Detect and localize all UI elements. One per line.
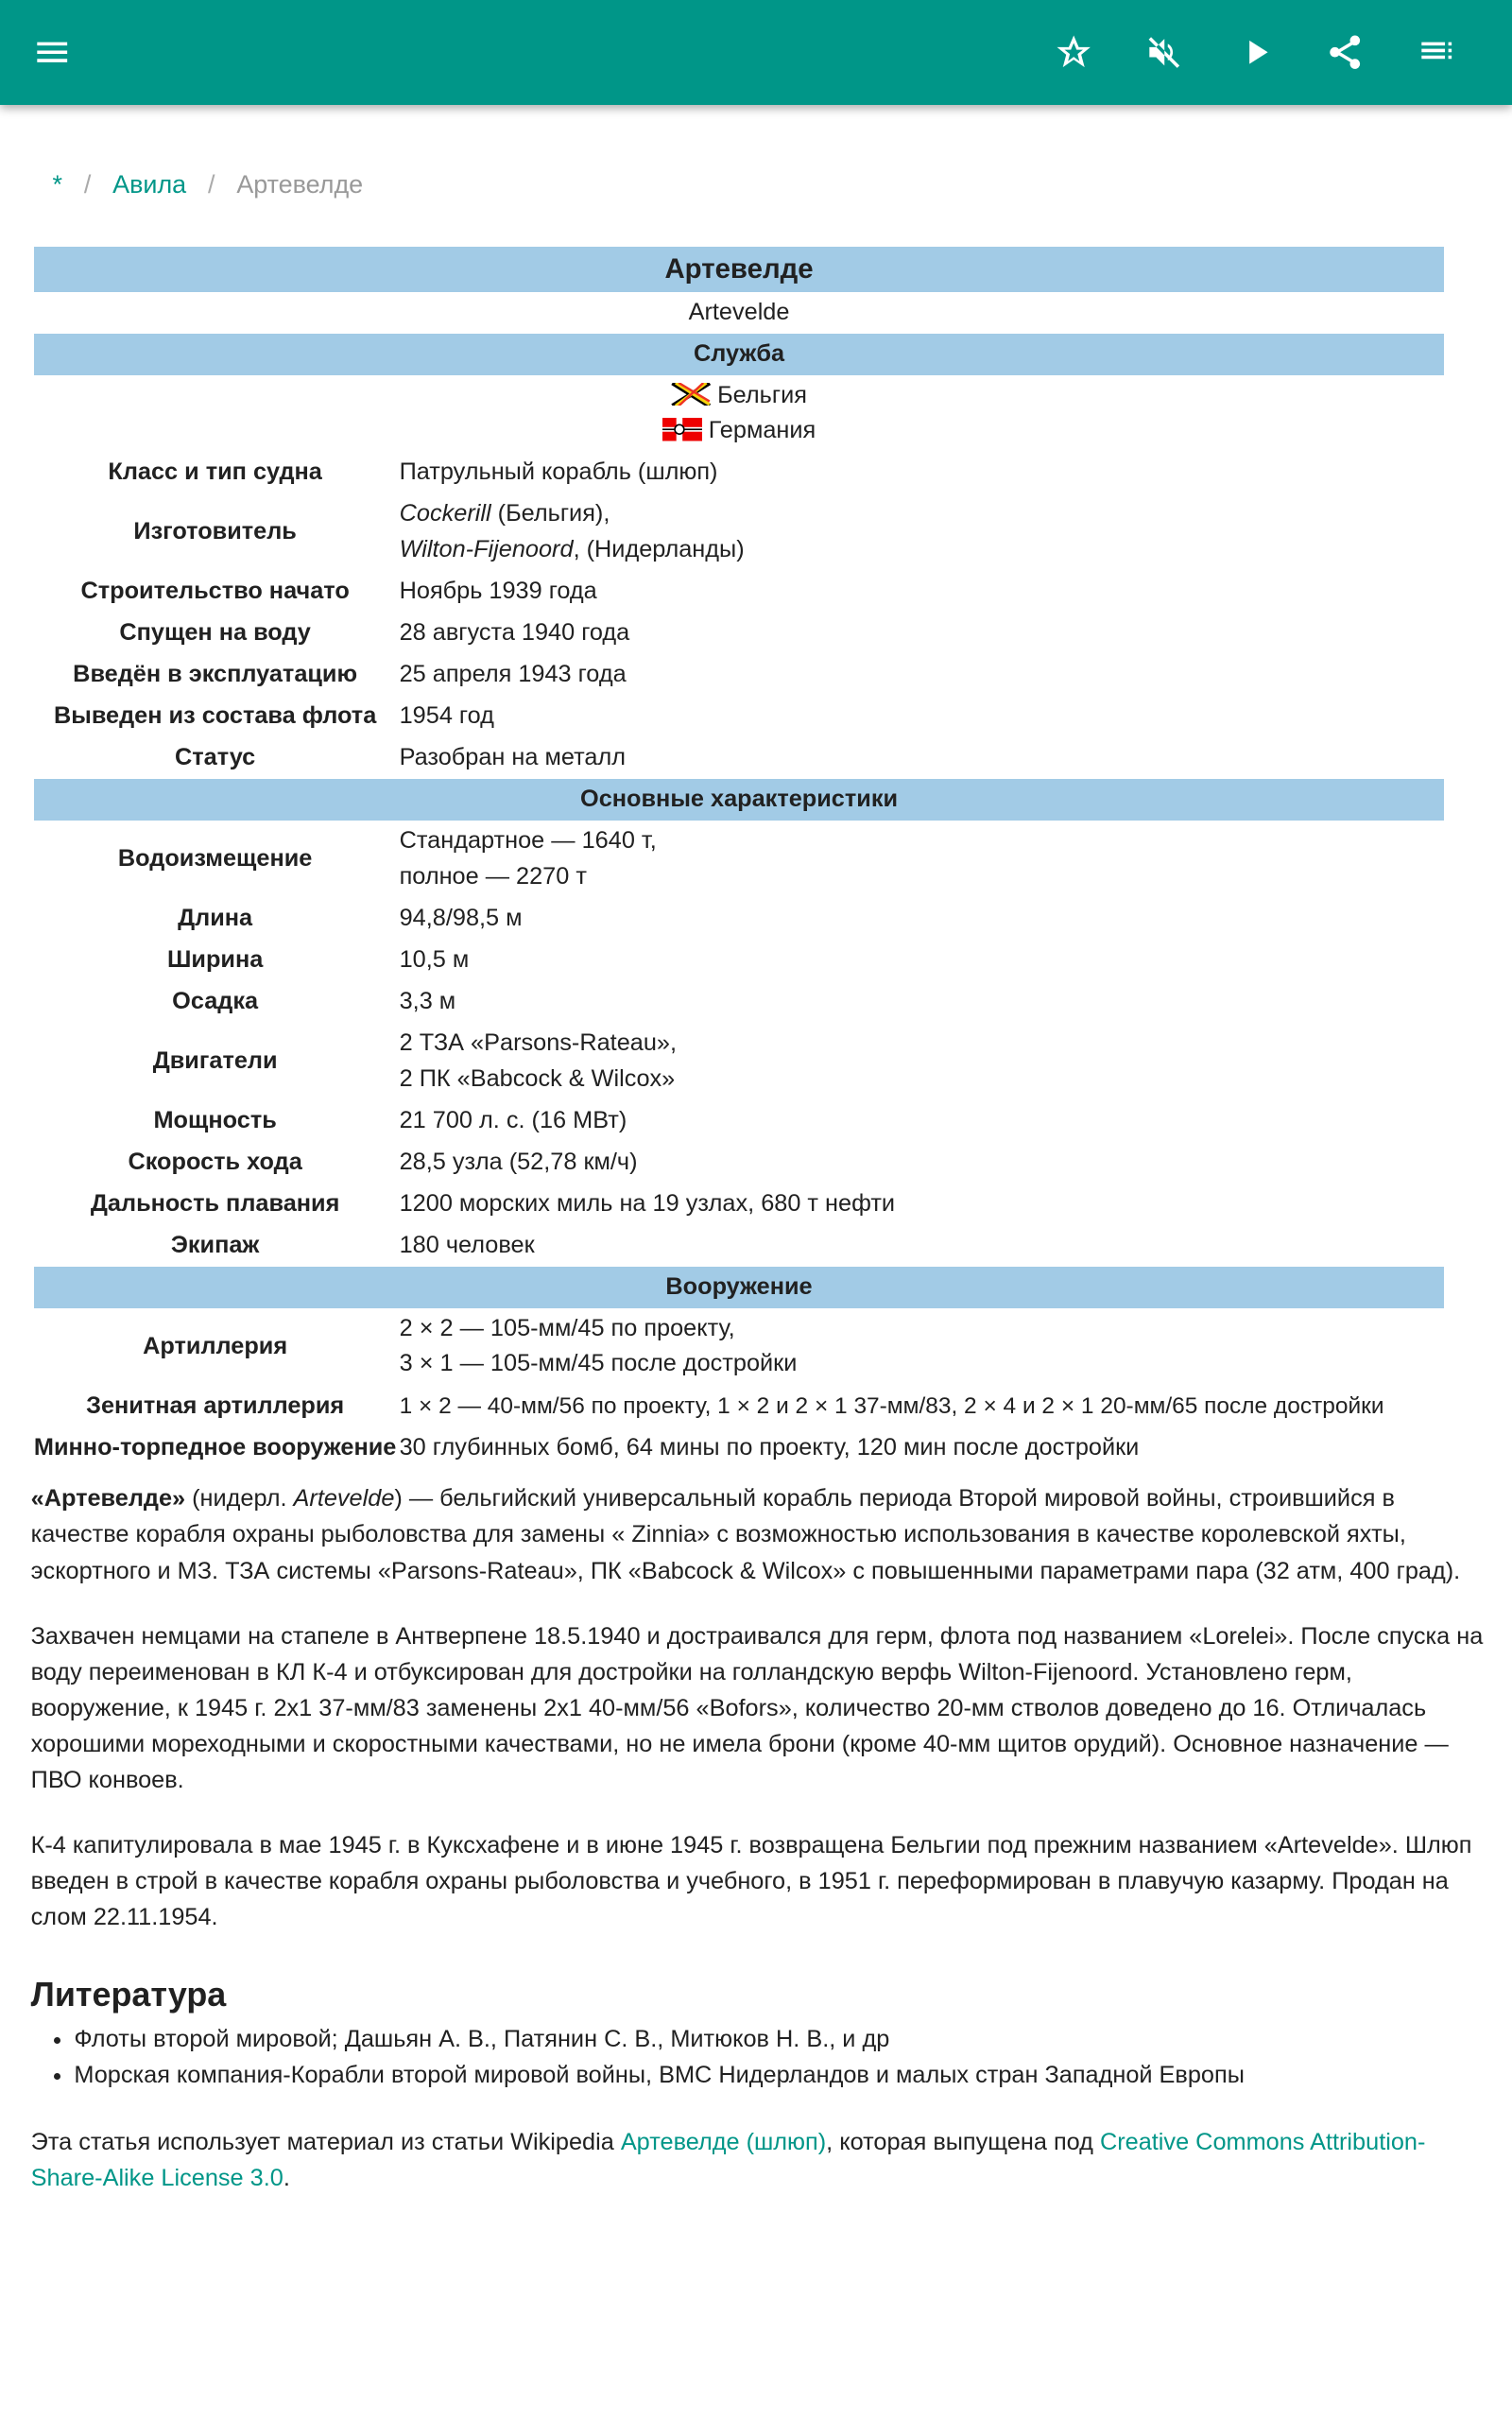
row-value: 28,5 узла (52,78 км/ч) [399, 1148, 638, 1175]
armament-header: Вооружение [34, 1267, 1444, 1308]
row-value: 10,5 м [399, 946, 470, 973]
text: ) — бельгийский универсальный корабль периода Второй мировой войны, строившийся в качестве корабля охраны рыболовства для замены « Zinnia» с возможностью использования в качестве королевской яхты, эскортного и МЗ. ТЗА системы «Parsons-Rateau», ПК «Babcock & Wilcox» с повышенными параметрами пара (32 атм, 400 град). [30, 1485, 1461, 1584]
infobox-row [34, 613, 1444, 654]
star-icon[interactable] [1052, 31, 1095, 75]
row-value: 28 августа 1940 года [399, 619, 630, 647]
infobox-row [34, 821, 1444, 898]
infobox-row [34, 1099, 1444, 1141]
breadcrumb-home[interactable]: * [52, 169, 62, 199]
row-label: Двигатели [152, 1046, 278, 1074]
row-value: 180 человек [399, 1231, 535, 1258]
text: Стандартное — 1640 т, [399, 827, 657, 855]
row-value: Ноябрь 1939 года [399, 578, 597, 605]
service-header: Служба [34, 334, 1444, 375]
row-value: 3,3 м [399, 988, 456, 1015]
text: полное — 2270 т [399, 862, 587, 890]
belgian-naval-flag-icon [671, 383, 711, 406]
row-value: 94,8/98,5 м [399, 904, 523, 931]
row-label: Водоизмещение [117, 845, 313, 873]
menu-icon[interactable] [31, 31, 75, 75]
row-value: Разобран на металл [399, 744, 627, 771]
row-label: Длина [178, 904, 253, 931]
infobox-row [34, 654, 1444, 696]
infobox-subtitle: Artevelde [688, 298, 790, 325]
literature-heading: Литература [30, 1975, 227, 2014]
row-value: 1 × 2 — 40-мм/56 по проекту, 1 × 2 и 2 × 1 37-мм/83, 2 × 4 и 2 × 1 20-мм/65 после достройки [399, 1392, 1384, 1419]
row-value: 1954 год [399, 702, 494, 730]
article-paragraph [31, 1480, 1489, 1588]
text: (нидерл. [185, 1485, 294, 1512]
row-label: Дальность плавания [90, 1189, 340, 1217]
row-value [396, 1023, 1444, 1100]
row-label: Осадка [172, 988, 259, 1015]
row-value: 25 апреля 1943 года [399, 661, 627, 688]
row-label: Артиллерия [143, 1332, 288, 1359]
infobox-row [34, 696, 1444, 737]
row-label: Зенитная артиллерия [86, 1392, 345, 1419]
article-subject: «Артевелде» [30, 1485, 186, 1512]
german-war-ensign-icon [662, 418, 702, 441]
row-label: Класс и тип судна [108, 458, 322, 486]
row-value: 30 глубинных бомб, 64 мины по проекту, 120 мин после достройки [399, 1433, 1140, 1461]
breadcrumb-current: Артевелде [236, 169, 364, 199]
wikipedia-article-link[interactable]: Артевелде (шлюп) [620, 2128, 827, 2155]
license-link[interactable]: Creative Commons Attribution-Share-Alike License 3.0 [30, 2128, 1426, 2191]
breadcrumb-item-avila[interactable]: Авила [112, 169, 187, 199]
row-label: Спущен на воду [119, 619, 311, 647]
text: Artevelde [293, 1485, 395, 1512]
infobox-row [34, 898, 1444, 940]
breadcrumb-separator: / [207, 169, 215, 199]
text: , которая выпущена под [826, 2128, 1100, 2155]
literature-list [0, 2021, 1512, 2093]
text: 2 ПК «Babcock & Wilcox» [399, 1064, 676, 1092]
infobox-row [34, 737, 1444, 779]
mute-icon[interactable] [1143, 31, 1187, 75]
play-icon[interactable] [1234, 31, 1278, 75]
infobox-row [34, 452, 1444, 493]
row-value: Патрульный корабль (шлюп) [399, 458, 718, 486]
text: , (Нидерланды) [573, 536, 745, 563]
infobox [34, 247, 1444, 1468]
specs-header: Основные характеристики [34, 779, 1444, 821]
list-item: • Морская компания-Корабли второй мировой войны, ВМС Нидерландов и малых стран Западной Европы [74, 2057, 1512, 2093]
list-item: • Флоты второй мировой; Дашьян А. В., Патянин С. В., Митюков Н. В., и др [74, 2021, 1512, 2057]
infobox-row [34, 1426, 1444, 1468]
row-label: Строительство начато [80, 578, 350, 605]
infobox-row [34, 1141, 1444, 1183]
row-value: 21 700 л. с. (16 МВт) [399, 1106, 627, 1133]
row-label: Скорость хода [128, 1148, 302, 1175]
row-label: Изготовитель [133, 518, 297, 545]
infobox-row [34, 1225, 1444, 1267]
infobox-row [34, 1184, 1444, 1225]
breadcrumb [0, 105, 1512, 213]
infobox-title: Артевелде [34, 247, 1444, 291]
row-value [396, 821, 1444, 898]
text: Эта статья использует материал из статьи Wikipedia [30, 2128, 621, 2155]
row-label: Минно-торпедное вооружение [33, 1433, 397, 1461]
license-note [31, 2124, 1489, 2196]
row-label: Статус [175, 744, 256, 771]
infobox-row [34, 1385, 1444, 1426]
infobox-row [34, 940, 1444, 981]
infobox-row [34, 571, 1444, 613]
flag-row [34, 375, 1444, 453]
text: 2 ТЗА «Parsons-Rateau», [399, 1029, 678, 1057]
row-value [396, 1308, 1444, 1386]
text: . [283, 2164, 290, 2191]
text: (Бельгия), [497, 500, 610, 527]
app-toolbar [0, 0, 1512, 105]
text: 3 × 1 — 105-мм/45 после достройки [399, 1350, 798, 1377]
manufacturer-wilton[interactable]: Wilton-Fijenoord [399, 536, 574, 563]
infobox-row [34, 493, 1444, 571]
row-label: Мощность [153, 1106, 277, 1133]
infobox-row [34, 1308, 1444, 1386]
flag-label-germany: Германия [708, 417, 816, 444]
article-paragraph: Захвачен немцами на стапеле в Антверпене 18.5.1940 и достраивался для герм, флота под названием «Lorelei». После спуска на воду переименован в КЛ К-4 и отбуксирован для достройки на голландскую верфь Wilton-Fijenoord. Установлено герм, вооружение, к 1945 г. 2x1 37-мм/83 заменены 2x1 40-мм/56 «Bofors», количество 20-мм стволов доведено до 16. Отличалась хорошими мореходными и скоростными качествами, но не имела брони (кроме 40-мм щитов орудий). Основное назначение — ПВО конвоев. [30, 1622, 1484, 1793]
row-label: Введён в эксплуатацию [73, 661, 358, 688]
manufacturer-cockerill[interactable]: Cockerill [399, 500, 491, 527]
row-label: Экипаж [170, 1231, 260, 1258]
row-label: Ширина [166, 946, 264, 973]
breadcrumb-separator: / [83, 169, 92, 199]
text: 2 × 2 — 105-мм/45 по проекту, [399, 1314, 735, 1341]
row-value [396, 493, 1444, 571]
playlist-icon[interactable] [1415, 31, 1458, 75]
row-value: 1200 морских миль на 19 узлах, 680 т нефти [399, 1189, 896, 1217]
infobox-row [34, 1023, 1444, 1100]
share-icon[interactable] [1324, 31, 1367, 75]
article-paragraph: К-4 капитулировала в мае 1945 г. в Куксхафене и в июне 1945 г. возвращена Бельгии под прежним названием «Artevelde». Шлюп введен в строй в качестве корабля охраны рыболовства и учебного, в 1951 г. переформирован в плавучую казарму. Продан на слом 22.11.1954. [30, 1831, 1472, 1930]
row-label: Выведен из состава флота [53, 702, 377, 730]
flag-label-belgium: Бельгия [717, 381, 807, 408]
infobox-row [34, 981, 1444, 1023]
